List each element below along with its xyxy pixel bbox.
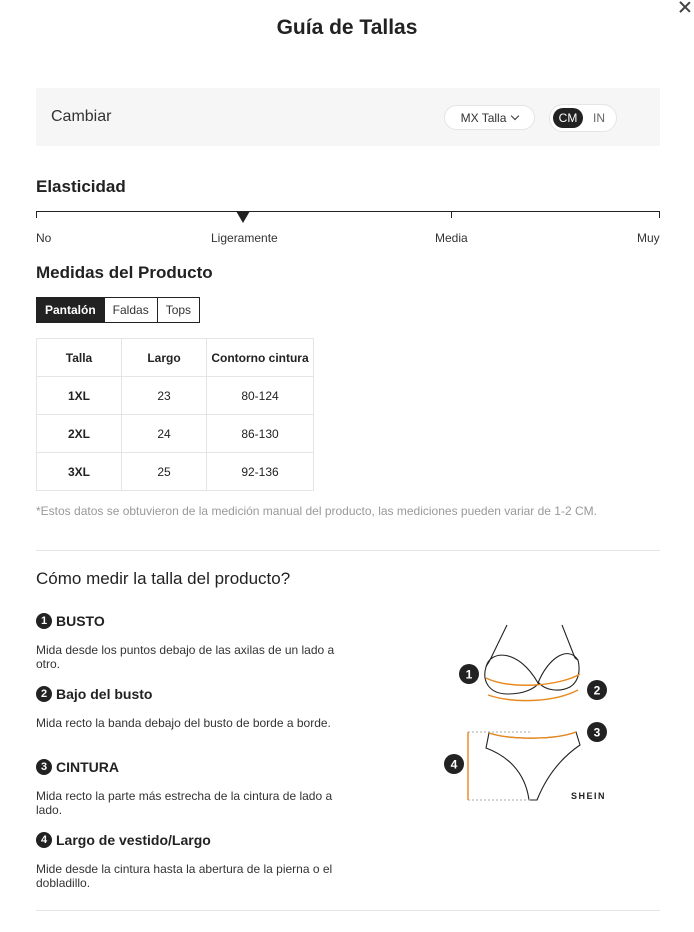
section-divider [36, 550, 660, 551]
waist-cell: 80-124 [207, 377, 314, 415]
callout-4-label: 4 [450, 757, 458, 772]
size-table [36, 338, 314, 491]
elasticity-level-ligeramente: Ligeramente [211, 231, 278, 245]
number-3-icon: 3 [36, 759, 52, 775]
callout-2-label: 2 [593, 683, 601, 698]
unit-toggle-bar [36, 88, 660, 146]
elasticity-title: Elasticidad [36, 177, 126, 196]
number-1-icon: 1 [36, 613, 52, 629]
size-cell: 2XL [37, 415, 122, 453]
column-header: Contorno cintura [207, 339, 314, 377]
waist-cell: 86-130 [207, 415, 314, 453]
chevron-down-icon [511, 112, 519, 120]
product-measures-title: Medidas del Producto [36, 263, 213, 282]
elasticity-marker-icon [236, 211, 250, 223]
waist-line [489, 732, 576, 738]
measurement-note: *Estos datos se obtuvieron de la medición manual del producto, las mediciones pueden variar de 1-2 CM. [36, 504, 597, 518]
unit-in-option[interactable]: IN [593, 111, 605, 125]
length-cell: 24 [122, 415, 207, 453]
measure-desc: Mida recto la parte más estrecha de la cintura de lado a lado. [36, 789, 333, 817]
tab-tops[interactable]: Tops [157, 297, 200, 323]
scale-tick [659, 211, 660, 218]
callout-1-label: 1 [465, 667, 473, 682]
bikini-measurement-diagram [440, 620, 620, 810]
unit-switch[interactable] [549, 104, 617, 132]
bikini-bottom-icon [486, 732, 580, 800]
size-cell: 3XL [37, 453, 122, 491]
elasticity-level-media: Media [435, 231, 468, 245]
waist-cell: 92-136 [207, 453, 314, 491]
column-header: Largo [122, 339, 207, 377]
measure-desc: Mide desde la cintura hasta la abertura de la pierna o el dobladillo. [36, 862, 333, 890]
number-4-icon: 4 [36, 832, 52, 848]
toggle-label: Cambiar [51, 108, 112, 125]
measure-item-bajo-busto [36, 686, 152, 702]
section-divider [36, 910, 660, 911]
size-system-select[interactable] [444, 105, 535, 130]
measure-item-busto [36, 613, 105, 629]
bikini-top-icon [485, 625, 579, 694]
column-header: Talla [37, 339, 122, 377]
scale-tick [36, 211, 37, 218]
size-cell: 1XL [37, 377, 122, 415]
unit-cm-option[interactable]: CM [553, 108, 583, 128]
measure-title: BUSTO [56, 613, 105, 629]
callout-3-label: 3 [593, 725, 601, 740]
brand-logo: SHEIN [571, 791, 607, 801]
measure-title: CINTURA [56, 759, 119, 775]
underbust-line [488, 690, 578, 701]
how-to-measure-title: Cómo medir la talla del producto? [36, 569, 291, 588]
elasticity-level-no: No [36, 231, 52, 245]
garment-tabs [36, 297, 200, 323]
measure-item-cintura [36, 759, 119, 775]
elasticity-level-muy: Muy [637, 231, 660, 245]
number-2-icon: 2 [36, 686, 52, 702]
measure-desc: Mida recto la banda debajo del busto de borde a borde. [36, 716, 331, 730]
tab-faldas[interactable]: Faldas [104, 297, 158, 323]
length-cell: 25 [122, 453, 207, 491]
size-system-value: MX Talla [460, 110, 507, 125]
tab-pantalon[interactable]: Pantalón [36, 297, 105, 323]
table-row [37, 453, 314, 491]
close-icon[interactable] [678, 0, 692, 14]
length-cell: 23 [122, 377, 207, 415]
table-row [37, 415, 314, 453]
measure-title: Bajo del busto [56, 686, 153, 702]
measure-desc: Mida desde los puntos debajo de las axilas de un lado a otro. [36, 643, 335, 671]
page-title: Guía de Tallas [276, 16, 418, 39]
elasticity-scale [36, 211, 660, 212]
measure-item-largo [36, 832, 211, 848]
table-row [37, 377, 314, 415]
measure-title: Largo de vestido/Largo [56, 832, 211, 848]
table-header-row [37, 339, 314, 377]
scale-tick [451, 211, 452, 218]
